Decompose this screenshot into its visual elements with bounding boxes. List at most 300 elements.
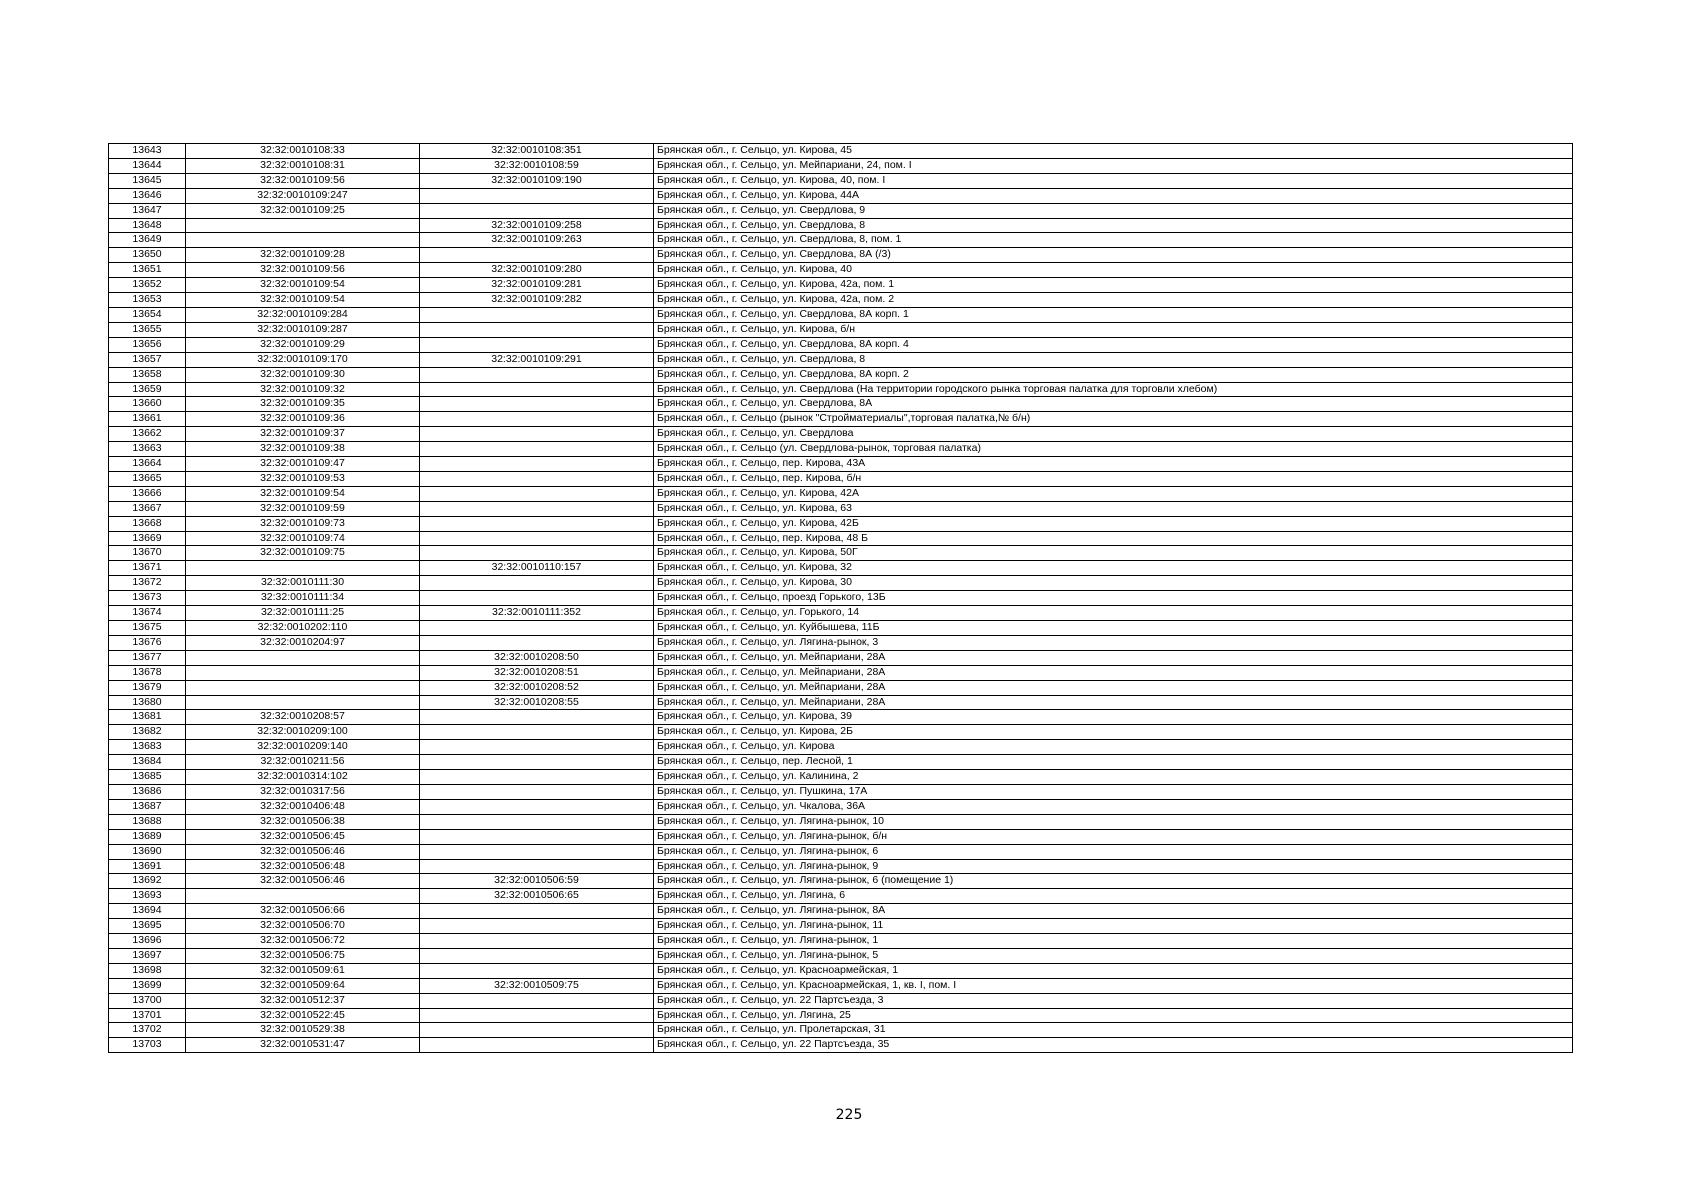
record-number-cell: 13673	[109, 591, 186, 606]
land-cadastral-number-cell: 32:32:0010111:30	[186, 576, 420, 591]
record-number-cell: 13693	[109, 889, 186, 904]
record-number-cell: 13656	[109, 337, 186, 352]
table-row	[109, 457, 1573, 472]
building-cadastral-number-cell: 32:32:0010109:190	[420, 173, 654, 188]
address-cell: Брянская обл., г. Сельцо, ул. Пушкина, 17А	[654, 784, 1573, 799]
record-number-cell: 13669	[109, 531, 186, 546]
address-cell: Брянская обл., г. Сельцо, пер. Кирова, 48 Б	[654, 531, 1573, 546]
address-cell: Брянская обл., г. Сельцо, ул. Кирова	[654, 740, 1573, 755]
address-cell: Брянская обл., г. Сельцо, пер. Кирова, б/н	[654, 471, 1573, 486]
address-cell: Брянская обл., г. Сельцо, ул. Кирова, 32	[654, 561, 1573, 576]
address-cell: Брянская обл., г. Сельцо, ул. Кирова, 63	[654, 501, 1573, 516]
building-cadastral-number-cell	[420, 576, 654, 591]
land-cadastral-number-cell: 32:32:0010509:61	[186, 963, 420, 978]
address-cell: Брянская обл., г. Сельцо, ул. Кирова, 42а, пом. 2	[654, 293, 1573, 308]
record-number-cell: 13700	[109, 993, 186, 1008]
table-row	[109, 1038, 1573, 1053]
record-number-cell: 13665	[109, 471, 186, 486]
land-cadastral-number-cell: 32:32:0010109:247	[186, 188, 420, 203]
building-cadastral-number-cell	[420, 1038, 654, 1053]
address-cell: Брянская обл., г. Сельцо, проезд Горького, 13Б	[654, 591, 1573, 606]
building-cadastral-number-cell	[420, 546, 654, 561]
record-number-cell: 13691	[109, 859, 186, 874]
land-cadastral-number-cell: 32:32:0010109:38	[186, 442, 420, 457]
record-number-cell: 13672	[109, 576, 186, 591]
land-cadastral-number-cell: 32:32:0010109:75	[186, 546, 420, 561]
record-number-cell: 13702	[109, 1023, 186, 1038]
address-cell: Брянская обл., г. Сельцо, пер. Лесной, 1	[654, 755, 1573, 770]
record-number-cell: 13685	[109, 770, 186, 785]
land-cadastral-number-cell: 32:32:0010108:31	[186, 158, 420, 173]
record-number-cell: 13670	[109, 546, 186, 561]
building-cadastral-number-cell: 32:32:0010208:55	[420, 695, 654, 710]
address-cell: Брянская обл., г. Сельцо, ул. Лягина-рынок, 6	[654, 844, 1573, 859]
address-cell: Брянская обл., г. Сельцо, ул. Кирова, 2Б	[654, 725, 1573, 740]
land-cadastral-number-cell: 32:32:0010109:28	[186, 248, 420, 263]
building-cadastral-number-cell	[420, 1008, 654, 1023]
address-cell: Брянская обл., г. Сельцо, ул. Кирова, 50Г	[654, 546, 1573, 561]
table-row	[109, 427, 1573, 442]
address-cell: Брянская обл., г. Сельцо, ул. Свердлова, 8	[654, 352, 1573, 367]
record-number-cell: 13692	[109, 874, 186, 889]
record-number-cell: 13687	[109, 799, 186, 814]
land-cadastral-number-cell: 32:32:0010317:56	[186, 784, 420, 799]
table-row	[109, 784, 1573, 799]
table-row	[109, 188, 1573, 203]
address-cell: Брянская обл., г. Сельцо, ул. Куйбышева, 11Б	[654, 621, 1573, 636]
building-cadastral-number-cell: 32:32:0010108:351	[420, 144, 654, 159]
building-cadastral-number-cell	[420, 859, 654, 874]
address-cell: Брянская обл., г. Сельцо, ул. Пролетарская, 31	[654, 1023, 1573, 1038]
record-number-cell: 13680	[109, 695, 186, 710]
building-cadastral-number-cell	[420, 516, 654, 531]
land-cadastral-number-cell: 32:32:0010506:70	[186, 919, 420, 934]
building-cadastral-number-cell	[420, 501, 654, 516]
table-row	[109, 397, 1573, 412]
table-row	[109, 859, 1573, 874]
table-row	[109, 889, 1573, 904]
land-cadastral-number-cell: 32:32:0010109:284	[186, 307, 420, 322]
building-cadastral-number-cell	[420, 904, 654, 919]
table-row	[109, 576, 1573, 591]
address-cell: Брянская обл., г. Сельцо, ул. Красноармейская, 1, кв. I, пом. I	[654, 978, 1573, 993]
record-number-cell: 13661	[109, 412, 186, 427]
building-cadastral-number-cell	[420, 770, 654, 785]
table-row	[109, 158, 1573, 173]
record-number-cell: 13658	[109, 367, 186, 382]
land-cadastral-number-cell: 32:32:0010109:32	[186, 382, 420, 397]
land-cadastral-number-cell: 32:32:0010109:59	[186, 501, 420, 516]
land-cadastral-number-cell: 32:32:0010531:47	[186, 1038, 420, 1053]
address-cell: Брянская обл., г. Сельцо (рынок "Стройматериалы",торговая палатка,№ б/н)	[654, 412, 1573, 427]
address-cell: Брянская обл., г. Сельцо, ул. Горького, 14	[654, 606, 1573, 621]
building-cadastral-number-cell	[420, 382, 654, 397]
table-row	[109, 635, 1573, 650]
table-row	[109, 382, 1573, 397]
table-row	[109, 263, 1573, 278]
building-cadastral-number-cell: 32:32:0010109:258	[420, 218, 654, 233]
land-cadastral-number-cell: 32:32:0010109:30	[186, 367, 420, 382]
land-cadastral-number-cell: 32:32:0010406:48	[186, 799, 420, 814]
building-cadastral-number-cell: 32:32:0010109:291	[420, 352, 654, 367]
building-cadastral-number-cell	[420, 710, 654, 725]
address-cell: Брянская обл., г. Сельцо, ул. Свердлова, 8А корп. 1	[654, 307, 1573, 322]
address-cell: Брянская обл., г. Сельцо, ул. Лягина-рынок, б/н	[654, 829, 1573, 844]
building-cadastral-number-cell: 32:32:0010110:157	[420, 561, 654, 576]
table-row	[109, 963, 1573, 978]
land-cadastral-number-cell: 32:32:0010522:45	[186, 1008, 420, 1023]
building-cadastral-number-cell	[420, 188, 654, 203]
record-number-cell: 13663	[109, 442, 186, 457]
table-row	[109, 606, 1573, 621]
address-cell: Брянская обл., г. Сельцо, ул. Лягина-рынок, 3	[654, 635, 1573, 650]
land-cadastral-number-cell	[186, 650, 420, 665]
building-cadastral-number-cell	[420, 486, 654, 501]
record-number-cell: 13667	[109, 501, 186, 516]
table-row	[109, 680, 1573, 695]
table-row	[109, 814, 1573, 829]
building-cadastral-number-cell	[420, 591, 654, 606]
table-body	[109, 144, 1573, 1053]
land-cadastral-number-cell: 32:32:0010204:97	[186, 635, 420, 650]
table-row	[109, 755, 1573, 770]
table-row	[109, 307, 1573, 322]
record-number-cell: 13682	[109, 725, 186, 740]
table-row	[109, 352, 1573, 367]
building-cadastral-number-cell	[420, 531, 654, 546]
land-cadastral-number-cell: 32:32:0010109:73	[186, 516, 420, 531]
table-row	[109, 725, 1573, 740]
building-cadastral-number-cell	[420, 203, 654, 218]
record-number-cell: 13701	[109, 1008, 186, 1023]
land-cadastral-number-cell: 32:32:0010512:37	[186, 993, 420, 1008]
land-cadastral-number-cell: 32:32:0010509:64	[186, 978, 420, 993]
record-number-cell: 13686	[109, 784, 186, 799]
record-number-cell: 13666	[109, 486, 186, 501]
record-number-cell: 13652	[109, 278, 186, 293]
land-cadastral-number-cell: 32:32:0010506:72	[186, 934, 420, 949]
record-number-cell: 13644	[109, 158, 186, 173]
table-row	[109, 233, 1573, 248]
address-cell: Брянская обл., г. Сельцо, ул. Мейпариани, 28А	[654, 650, 1573, 665]
record-number-cell: 13697	[109, 948, 186, 963]
address-cell: Брянская обл., г. Сельцо, ул. Лягина-рынок, 9	[654, 859, 1573, 874]
land-cadastral-number-cell: 32:32:0010506:75	[186, 948, 420, 963]
building-cadastral-number-cell: 32:32:0010509:75	[420, 978, 654, 993]
record-number-cell: 13675	[109, 621, 186, 636]
address-cell: Брянская обл., г. Сельцо, ул. Чкалова, 36А	[654, 799, 1573, 814]
record-number-cell: 13653	[109, 293, 186, 308]
land-cadastral-number-cell: 32:32:0010209:140	[186, 740, 420, 755]
record-number-cell: 13643	[109, 144, 186, 159]
building-cadastral-number-cell: 32:32:0010506:59	[420, 874, 654, 889]
building-cadastral-number-cell	[420, 740, 654, 755]
land-cadastral-number-cell: 32:32:0010202:110	[186, 621, 420, 636]
address-cell: Брянская обл., г. Сельцо, ул. Свердлова, 8	[654, 218, 1573, 233]
land-cadastral-number-cell: 32:32:0010109:47	[186, 457, 420, 472]
land-cadastral-number-cell	[186, 695, 420, 710]
building-cadastral-number-cell: 32:32:0010109:263	[420, 233, 654, 248]
land-cadastral-number-cell: 32:32:0010314:102	[186, 770, 420, 785]
record-number-cell: 13683	[109, 740, 186, 755]
table-row	[109, 501, 1573, 516]
record-number-cell: 13698	[109, 963, 186, 978]
address-cell: Брянская обл., г. Сельцо, ул. 22 Партсъезда, 3	[654, 993, 1573, 1008]
building-cadastral-number-cell: 32:32:0010208:51	[420, 665, 654, 680]
table-row	[109, 203, 1573, 218]
cadastral-records-table	[108, 143, 1573, 1053]
record-number-cell: 13676	[109, 635, 186, 650]
table-row	[109, 442, 1573, 457]
building-cadastral-number-cell: 32:32:0010109:281	[420, 278, 654, 293]
building-cadastral-number-cell	[420, 993, 654, 1008]
land-cadastral-number-cell	[186, 218, 420, 233]
record-number-cell: 13689	[109, 829, 186, 844]
land-cadastral-number-cell: 32:32:0010506:46	[186, 844, 420, 859]
address-cell: Брянская обл., г. Сельцо, ул. Свердлова, 8А корп. 4	[654, 337, 1573, 352]
address-cell: Брянская обл., г. Сельцо, ул. Свердлова, 8, пом. 1	[654, 233, 1573, 248]
table-row	[109, 978, 1573, 993]
building-cadastral-number-cell	[420, 412, 654, 427]
address-cell: Брянская обл., г. Сельцо, ул. Лягина, 6	[654, 889, 1573, 904]
table-row	[109, 144, 1573, 159]
record-number-cell: 13677	[109, 650, 186, 665]
record-number-cell: 13684	[109, 755, 186, 770]
table-row	[109, 710, 1573, 725]
table-row	[109, 844, 1573, 859]
address-cell: Брянская обл., г. Сельцо, ул. Кирова, 44А	[654, 188, 1573, 203]
address-cell: Брянская обл., г. Сельцо, ул. Кирова, 42Б	[654, 516, 1573, 531]
building-cadastral-number-cell	[420, 457, 654, 472]
table-row	[109, 1008, 1573, 1023]
table-row	[109, 367, 1573, 382]
table-row	[109, 337, 1573, 352]
record-number-cell: 13664	[109, 457, 186, 472]
building-cadastral-number-cell	[420, 367, 654, 382]
land-cadastral-number-cell: 32:32:0010108:33	[186, 144, 420, 159]
land-cadastral-number-cell: 32:32:0010111:25	[186, 606, 420, 621]
table-row	[109, 248, 1573, 263]
record-number-cell: 13662	[109, 427, 186, 442]
table-row	[109, 591, 1573, 606]
building-cadastral-number-cell	[420, 1023, 654, 1038]
record-number-cell: 13696	[109, 934, 186, 949]
record-number-cell: 13649	[109, 233, 186, 248]
record-number-cell: 13654	[109, 307, 186, 322]
record-number-cell: 13655	[109, 322, 186, 337]
table-row	[109, 695, 1573, 710]
address-cell: Брянская обл., г. Сельцо, ул. Кирова, 30	[654, 576, 1573, 591]
land-cadastral-number-cell	[186, 889, 420, 904]
building-cadastral-number-cell	[420, 427, 654, 442]
table-row	[109, 218, 1573, 233]
land-cadastral-number-cell: 32:32:0010506:38	[186, 814, 420, 829]
address-cell: Брянская обл., г. Сельцо, ул. Мейпариани, 24, пом. I	[654, 158, 1573, 173]
address-cell: Брянская обл., г. Сельцо, ул. Калинина, 2	[654, 770, 1573, 785]
land-cadastral-number-cell	[186, 233, 420, 248]
table-row	[109, 770, 1573, 785]
building-cadastral-number-cell	[420, 442, 654, 457]
table-row	[109, 561, 1573, 576]
building-cadastral-number-cell: 32:32:0010208:52	[420, 680, 654, 695]
table-row	[109, 173, 1573, 188]
record-number-cell: 13659	[109, 382, 186, 397]
land-cadastral-number-cell: 32:32:0010109:54	[186, 278, 420, 293]
table-row	[109, 531, 1573, 546]
record-number-cell: 13651	[109, 263, 186, 278]
land-cadastral-number-cell	[186, 561, 420, 576]
land-cadastral-number-cell: 32:32:0010109:37	[186, 427, 420, 442]
table-row	[109, 948, 1573, 963]
table-row	[109, 799, 1573, 814]
building-cadastral-number-cell	[420, 471, 654, 486]
address-cell: Брянская обл., г. Сельцо, ул. Свердлова	[654, 427, 1573, 442]
record-number-cell: 13688	[109, 814, 186, 829]
table-row	[109, 621, 1573, 636]
building-cadastral-number-cell: 32:32:0010108:59	[420, 158, 654, 173]
record-number-cell: 13679	[109, 680, 186, 695]
address-cell: Брянская обл., г. Сельцо, ул. Кирова, 40, пом. I	[654, 173, 1573, 188]
land-cadastral-number-cell: 32:32:0010109:287	[186, 322, 420, 337]
address-cell: Брянская обл., г. Сельцо (ул. Свердлова-рынок, торговая палатка)	[654, 442, 1573, 457]
building-cadastral-number-cell	[420, 799, 654, 814]
record-number-cell: 13646	[109, 188, 186, 203]
address-cell: Брянская обл., г. Сельцо, ул. Кирова, б/н	[654, 322, 1573, 337]
building-cadastral-number-cell	[420, 635, 654, 650]
land-cadastral-number-cell	[186, 665, 420, 680]
land-cadastral-number-cell: 32:32:0010209:100	[186, 725, 420, 740]
land-cadastral-number-cell: 32:32:0010109:53	[186, 471, 420, 486]
record-number-cell: 13690	[109, 844, 186, 859]
land-cadastral-number-cell: 32:32:0010109:170	[186, 352, 420, 367]
building-cadastral-number-cell	[420, 725, 654, 740]
address-cell: Брянская обл., г. Сельцо, ул. Лягина-рынок, 11	[654, 919, 1573, 934]
table-row	[109, 829, 1573, 844]
land-cadastral-number-cell: 32:32:0010506:45	[186, 829, 420, 844]
building-cadastral-number-cell	[420, 814, 654, 829]
building-cadastral-number-cell: 32:32:0010111:352	[420, 606, 654, 621]
land-cadastral-number-cell: 32:32:0010211:56	[186, 755, 420, 770]
land-cadastral-number-cell: 32:32:0010506:48	[186, 859, 420, 874]
land-cadastral-number-cell: 32:32:0010109:29	[186, 337, 420, 352]
address-cell: Брянская обл., г. Сельцо, пер. Кирова, 43А	[654, 457, 1573, 472]
land-cadastral-number-cell: 32:32:0010109:56	[186, 173, 420, 188]
record-number-cell: 13678	[109, 665, 186, 680]
building-cadastral-number-cell	[420, 322, 654, 337]
address-cell: Брянская обл., г. Сельцо, ул. Свердлова, 8А корп. 2	[654, 367, 1573, 382]
address-cell: Брянская обл., г. Сельцо, ул. Красноармейская, 1	[654, 963, 1573, 978]
table-row	[109, 546, 1573, 561]
building-cadastral-number-cell	[420, 948, 654, 963]
table-row	[109, 993, 1573, 1008]
building-cadastral-number-cell	[420, 337, 654, 352]
table-row	[109, 486, 1573, 501]
building-cadastral-number-cell	[420, 397, 654, 412]
table-row	[109, 934, 1573, 949]
building-cadastral-number-cell	[420, 919, 654, 934]
address-cell: Брянская обл., г. Сельцо, ул. Кирова, 39	[654, 710, 1573, 725]
table-row	[109, 471, 1573, 486]
record-number-cell: 13694	[109, 904, 186, 919]
table-row	[109, 293, 1573, 308]
land-cadastral-number-cell: 32:32:0010111:34	[186, 591, 420, 606]
table-row	[109, 322, 1573, 337]
land-cadastral-number-cell: 32:32:0010109:36	[186, 412, 420, 427]
building-cadastral-number-cell	[420, 755, 654, 770]
record-number-cell: 13703	[109, 1038, 186, 1053]
land-cadastral-number-cell: 32:32:0010506:66	[186, 904, 420, 919]
address-cell: Брянская обл., г. Сельцо, ул. Свердлова, 8А	[654, 397, 1573, 412]
building-cadastral-number-cell: 32:32:0010208:50	[420, 650, 654, 665]
record-number-cell: 13674	[109, 606, 186, 621]
address-cell: Брянская обл., г. Сельцо, ул. Кирова, 40	[654, 263, 1573, 278]
record-number-cell: 13650	[109, 248, 186, 263]
land-cadastral-number-cell: 32:32:0010109:25	[186, 203, 420, 218]
record-number-cell: 13660	[109, 397, 186, 412]
building-cadastral-number-cell	[420, 307, 654, 322]
record-number-cell: 13668	[109, 516, 186, 531]
building-cadastral-number-cell	[420, 829, 654, 844]
table-row	[109, 665, 1573, 680]
record-number-cell: 13647	[109, 203, 186, 218]
address-cell: Брянская обл., г. Сельцо, ул. Лягина-рынок, 1	[654, 934, 1573, 949]
address-cell: Брянская обл., г. Сельцо, ул. Свердлова, 9	[654, 203, 1573, 218]
address-cell: Брянская обл., г. Сельцо, ул. Лягина-рынок, 6 (помещение 1)	[654, 874, 1573, 889]
record-number-cell: 13695	[109, 919, 186, 934]
address-cell: Брянская обл., г. Сельцо, ул. 22 Партсъезда, 35	[654, 1038, 1573, 1053]
table-row	[109, 516, 1573, 531]
land-cadastral-number-cell: 32:32:0010109:35	[186, 397, 420, 412]
address-cell: Брянская обл., г. Сельцо, ул. Кирова, 42А	[654, 486, 1573, 501]
address-cell: Брянская обл., г. Сельцо, ул. Лягина-рынок, 8А	[654, 904, 1573, 919]
building-cadastral-number-cell	[420, 844, 654, 859]
address-cell: Брянская обл., г. Сельцо, ул. Лягина-рынок, 10	[654, 814, 1573, 829]
address-cell: Брянская обл., г. Сельцо, ул. Свердлова (На территории городского рынка торговая палатка для торговли хлебом)	[654, 382, 1573, 397]
table-row	[109, 874, 1573, 889]
table-row	[109, 904, 1573, 919]
table-row	[109, 412, 1573, 427]
record-number-cell: 13699	[109, 978, 186, 993]
record-number-cell: 13681	[109, 710, 186, 725]
table-row	[109, 740, 1573, 755]
building-cadastral-number-cell: 32:32:0010506:65	[420, 889, 654, 904]
building-cadastral-number-cell	[420, 248, 654, 263]
table-row	[109, 1023, 1573, 1038]
table-row	[109, 650, 1573, 665]
land-cadastral-number-cell	[186, 680, 420, 695]
address-cell: Брянская обл., г. Сельцо, ул. Кирова, 42а, пом. 1	[654, 278, 1573, 293]
record-number-cell: 13645	[109, 173, 186, 188]
land-cadastral-number-cell: 32:32:0010208:57	[186, 710, 420, 725]
table-row	[109, 919, 1573, 934]
building-cadastral-number-cell	[420, 963, 654, 978]
building-cadastral-number-cell: 32:32:0010109:280	[420, 263, 654, 278]
address-cell: Брянская обл., г. Сельцо, ул. Мейпариани, 28А	[654, 695, 1573, 710]
land-cadastral-number-cell: 32:32:0010109:54	[186, 486, 420, 501]
address-cell: Брянская обл., г. Сельцо, ул. Мейпариани, 28А	[654, 680, 1573, 695]
building-cadastral-number-cell	[420, 934, 654, 949]
record-number-cell: 13657	[109, 352, 186, 367]
record-number-cell: 13648	[109, 218, 186, 233]
page-number: 225	[835, 1107, 863, 1123]
address-cell: Брянская обл., г. Сельцо, ул. Лягина-рынок, 5	[654, 948, 1573, 963]
building-cadastral-number-cell	[420, 784, 654, 799]
land-cadastral-number-cell: 32:32:0010529:38	[186, 1023, 420, 1038]
land-cadastral-number-cell: 32:32:0010109:74	[186, 531, 420, 546]
address-cell: Брянская обл., г. Сельцо, ул. Свердлова, 8А (/3)	[654, 248, 1573, 263]
record-number-cell: 13671	[109, 561, 186, 576]
table-row	[109, 278, 1573, 293]
